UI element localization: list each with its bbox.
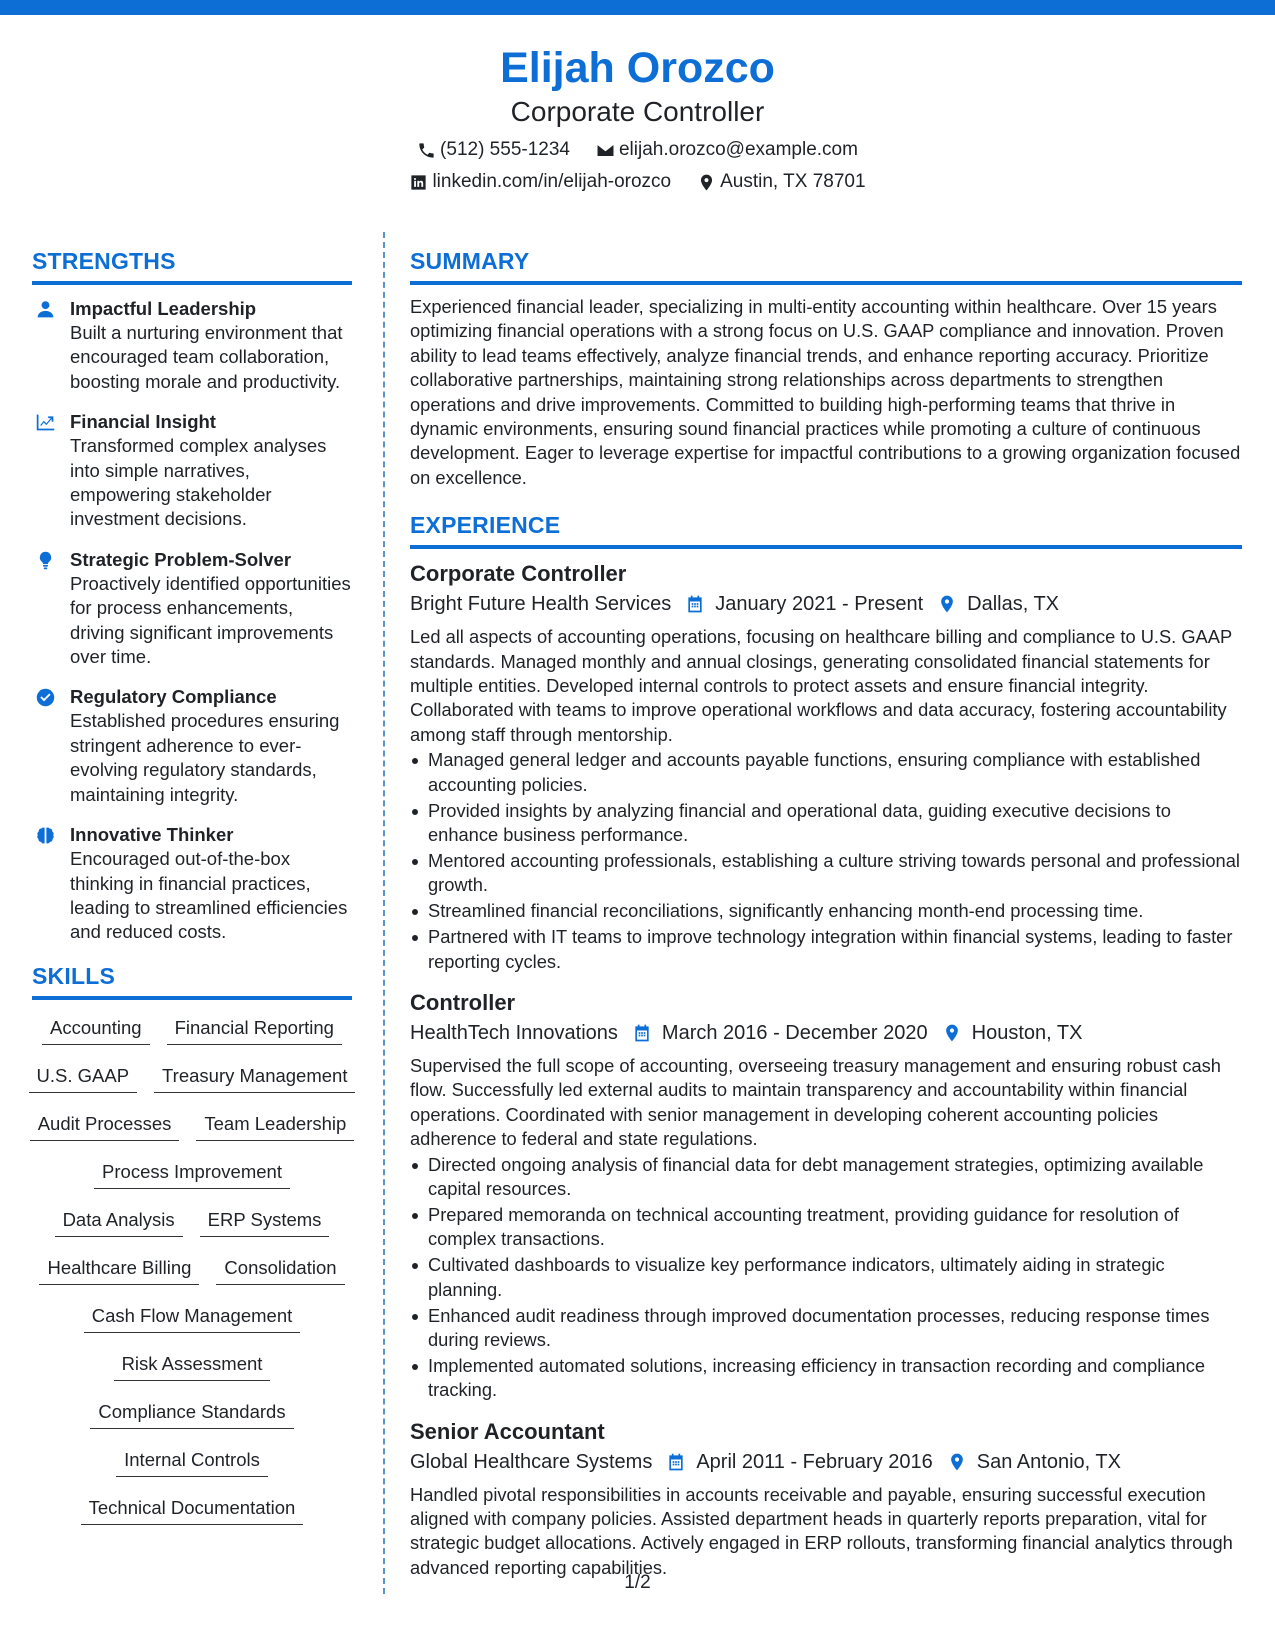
job-bullets: [410, 1153, 1242, 1403]
strengths-list: [32, 297, 352, 945]
skill-tag: Technical Documentation: [81, 1494, 304, 1525]
phone-icon: [417, 141, 436, 160]
strength-item: [32, 685, 352, 807]
job-dates: April 2011 - February 2016: [696, 1450, 933, 1473]
bullet-item: Implemented automated solutions, increasing efficiency in transaction recording and compliance tracking.: [410, 1354, 1242, 1403]
skill-tag: Internal Controls: [116, 1446, 268, 1477]
skill-tag: Treasury Management: [154, 1062, 355, 1093]
phone-text: (512) 555-1234: [440, 139, 570, 160]
skill-tag: Compliance Standards: [90, 1398, 293, 1429]
job-location: San Antonio, TX: [976, 1450, 1121, 1473]
lightbulb-icon: [35, 550, 56, 571]
map-pin-icon: [947, 1452, 967, 1472]
job-company: Bright Future Health Services: [410, 593, 672, 616]
job-dates: January 2021 - Present: [715, 593, 924, 616]
email-text: elijah.orozco@example.com: [618, 139, 858, 160]
skill-tag: U.S. GAAP: [29, 1062, 138, 1093]
bullet-item: Prepared memoranda on technical accounting treatment, providing guidance for resolution of complex transactions.: [410, 1203, 1242, 1252]
skill-tag: Data Analysis: [55, 1206, 183, 1237]
job-location: Houston, TX: [971, 1021, 1083, 1044]
strength-desc: Encouraged out-of-the-box thinking in financial practices, leading to streamlined efficiencies and reduced costs.: [70, 848, 348, 943]
summary-title: SUMMARY: [410, 246, 1242, 285]
strength-item: [32, 548, 352, 670]
bullet-item: Cultivated dashboards to visualize key performance indicators, ultimately aiding in strategic planning.: [410, 1253, 1242, 1302]
job-entry: [410, 559, 1242, 974]
map-pin-icon: [942, 1023, 962, 1043]
strength-desc: Transformed complex analyses into simple narratives, empowering stakeholder investment decisions.: [70, 435, 327, 530]
user-icon: [35, 299, 56, 320]
calendar-icon: [666, 1452, 686, 1472]
contact-row-2: [0, 170, 1275, 194]
contact-linkedin[interactable]: [409, 170, 671, 194]
check-circle-icon: [35, 687, 56, 708]
job-entry: [410, 988, 1242, 1403]
bullet-item: Streamlined financial reconciliations, significantly enhancing month-end processing time.: [410, 899, 1242, 923]
skills-list: [32, 1014, 352, 1542]
contact-row-1: [0, 138, 1275, 162]
job-meta: [410, 590, 1242, 618]
skill-tag: Accounting: [42, 1014, 150, 1045]
resume-header: [0, 40, 1275, 194]
calendar-icon: [685, 594, 705, 614]
job-title: Senior Accountant: [410, 1418, 605, 1444]
skill-tag: Consolidation: [216, 1254, 344, 1285]
right-column: [410, 246, 1242, 1580]
contact-location: [697, 170, 865, 194]
bullet-item: Managed general ledger and accounts payable functions, ensuring compliance with established accounting policies.: [410, 748, 1242, 797]
strength-title: Strategic Problem-Solver: [70, 548, 292, 570]
skill-tag: ERP Systems: [200, 1206, 330, 1237]
linkedin-icon: [409, 173, 428, 192]
strengths-title: STRENGTHS: [32, 246, 352, 285]
strength-desc: Built a nurturing environment that encouraged team collaboration, boosting morale and productivity.: [70, 322, 343, 392]
map-pin-icon: [697, 173, 716, 192]
contact-phone[interactable]: [417, 138, 570, 162]
calendar-icon: [632, 1023, 652, 1043]
job-dates: March 2016 - December 2020: [661, 1021, 928, 1044]
strength-title: Regulatory Compliance: [70, 686, 277, 708]
skill-tag: Audit Processes: [30, 1110, 180, 1141]
envelope-icon: [596, 141, 615, 160]
contact-email[interactable]: [596, 138, 858, 162]
job-company: HealthTech Innovations: [410, 1021, 618, 1044]
column-divider: [383, 232, 385, 1594]
skill-tag: Cash Flow Management: [84, 1302, 301, 1333]
skills-title: SKILLS: [32, 961, 352, 1000]
candidate-role: Corporate Controller: [510, 96, 765, 127]
bullet-item: Provided insights by analyzing financial and operational data, guiding executive decisions to enhance business performance.: [410, 799, 1242, 848]
strength-desc: Established procedures ensuring stringent adherence to ever-evolving regulatory standards, maintaining integrity.: [70, 710, 340, 805]
job-meta: [410, 1019, 1242, 1047]
job-meta: [410, 1448, 1242, 1476]
brain-icon: [35, 825, 56, 846]
job-title: Controller: [410, 989, 516, 1015]
page-number: 1/2: [624, 1572, 651, 1593]
bullet-item: Mentored accounting professionals, establishing a culture striving towards personal and professional growth.: [410, 849, 1242, 898]
skill-tag: Risk Assessment: [114, 1350, 271, 1381]
strength-title: Financial Insight: [70, 411, 216, 433]
strength-item: [32, 297, 352, 394]
location-text: Austin, TX 78701: [720, 171, 866, 192]
strength-item: [32, 410, 352, 532]
job-company: Global Healthcare Systems: [410, 1450, 653, 1473]
strength-item: [32, 823, 352, 945]
skill-tag: Financial Reporting: [167, 1014, 342, 1045]
job-bullets: [410, 748, 1242, 974]
job-description: Led all aspects of accounting operations, focusing on healthcare billing and compliance to U.S. GAAP standards. Managed monthly and annual closings, generating consolidated financial statements for multiple entities. Developed internal controls to protect assets and ensure financial integrity. Collaborated with teams to improve operational workflows and data accuracy, fostering accountability among staff through mentorship.: [410, 626, 1232, 745]
chart-line-icon: [35, 412, 56, 433]
left-column: [32, 246, 352, 1542]
strength-title: Impactful Leadership: [70, 298, 257, 319]
bullet-item: Enhanced audit readiness through improved documentation processes, reducing response times during reviews.: [410, 1304, 1242, 1353]
candidate-name: Elijah Orozco: [500, 44, 775, 92]
skill-tag: Team Leadership: [196, 1110, 354, 1141]
top-accent-bar: [0, 0, 1275, 15]
strength-title: Innovative Thinker: [70, 824, 234, 846]
summary-text: Experienced financial leader, specializing in multi-entity accounting within healthcare. Over 15 years optimizing financial operations with a strong focus on U.S. GAAP compliance and innovation. Proven ability to lead teams effectively, analyze financial trends, and enhance reporting accuracy. Prioritize collaborative partnerships, maintaining strong relationships across departments to strengthen operations and drive improvements. Committed to building high-performing teams that thrive in dynamic environments, ensuring sound financial practices while promoting a culture of continuous development. Eager to leverage expertise for impactful contributions to a growing organization focused on excellence.: [410, 296, 1241, 488]
job-title: Corporate Controller: [410, 561, 627, 587]
experience-title: EXPERIENCE: [410, 510, 1242, 549]
job-location: Dallas, TX: [967, 593, 1060, 616]
skill-tag: Healthcare Billing: [39, 1254, 199, 1285]
linkedin-text: linkedin.com/in/elijah-orozco: [432, 171, 672, 192]
job-entry: [410, 1417, 1242, 1581]
skill-tag: Process Improvement: [94, 1158, 290, 1189]
job-description: Supervised the full scope of accounting, overseeing treasury management and ensuring robust cash flow. Successfully led external audits to maintain transparency and accountability within financial operations. Coordinated with senior management in developing coherent accounting policies adherence to federal and state regulations.: [410, 1054, 1221, 1150]
strength-desc: Proactively identified opportunities for process enhancements, driving significant improvements over time.: [70, 572, 351, 668]
map-pin-icon: [937, 594, 957, 614]
job-description: Handled pivotal responsibilities in accounts receivable and payable, ensuring successful execution aligned with company policies. Assisted department heads in quarterly reports preparation, vital for strategic budget allocations. Actively engaged in ERP rollouts, transforming financial analytics through advanced reporting capabilities.: [410, 1483, 1233, 1578]
bullet-item: Directed ongoing analysis of financial data for debt management strategies, optimizing available capital resources.: [410, 1153, 1242, 1202]
bullet-item: Partnered with IT teams to improve technology integration within financial systems, leading to faster reporting cycles.: [410, 925, 1242, 974]
